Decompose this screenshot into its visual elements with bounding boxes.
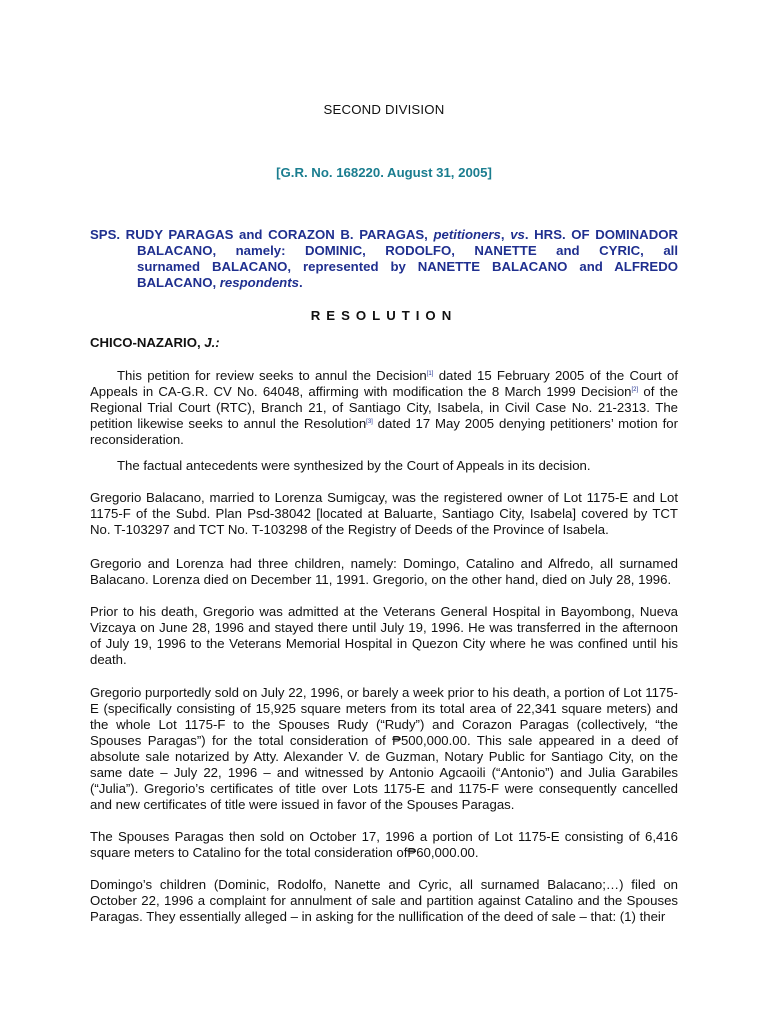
quote-paragraph-3 xyxy=(90,604,678,668)
footnote-link-3[interactable]: [3] xyxy=(366,419,373,425)
footnote-link-2[interactable]: [2] xyxy=(631,387,639,393)
title-versus-label: vs xyxy=(510,227,525,242)
paragraph-2 xyxy=(90,458,678,474)
title-text: BALACANO, xyxy=(137,275,220,290)
ponente xyxy=(90,335,220,351)
title-text: , xyxy=(500,227,511,242)
case-title-line-1 xyxy=(90,227,678,243)
case-title-line-2: BALACANO, namely: DOMINIC, RODOLFO, NANETTE and CYRIC, all xyxy=(137,243,678,258)
paragraph-text: of the Regional Trial Court (RTC), Branch 21, of Santiago City, Isabela, in Civil Case No. 21-2313. The petition likewise seeks to annul the Resolution xyxy=(90,384,678,431)
quote-paragraph-5 xyxy=(90,829,678,861)
paragraph-1 xyxy=(90,368,678,448)
quote-text: Gregorio purportedly sold on July 22, 1996, or barely a week prior to his death, a portion of Lot 1175-E (specifically consisting of 15,925 square meters from its total area of 22,341 square meters) and the whole Lot 1175-F to the Spouses Rudy (“Rudy”) and Corazon Paragas (collectively, “the Spouses Paragas”) for the total consideration of ₱500,000.00. This sale appeared in a deed of absolute sale notarized by Atty. Alexander V. de Guzman, Notary Public for Santiago City, on the same date – July 22, 1996 – and witnessed by Antonio Agcaoili (“Antonio”) and Julia Garabiles (“Julia”). Gregorio’s certificates of title over Lots 1175-E and 1175-F were consequently cancelled and new certificates of title were issued in favor of the Spouses Paragas. xyxy=(90,685,678,812)
case-title-line-3: surnamed BALACANO, represented by NANETTE BALACANO and ALFREDO xyxy=(137,259,678,274)
division-heading: SECOND DIVISION xyxy=(323,102,445,117)
title-text: . xyxy=(298,275,303,290)
quote-paragraph-4 xyxy=(90,685,678,813)
case-title xyxy=(90,227,678,291)
quote-text: Prior to his death, Gregorio was admitted at the Veterans General Hospital in Bayombong, Nueva Vizcaya on June 28, 1996 and stayed there until July 19, 1996. He was transferred in the afternoon of July 19, 1996 to the Veterans Memorial Hospital in Quezon City where he was confined until his death. xyxy=(90,604,678,667)
title-text: SPS. RUDY PARAGAS and CORAZON B. PARAGAS, xyxy=(90,227,434,242)
paragraph-text: This petition for review seeks to annul the Decision xyxy=(117,368,427,383)
resolution-heading: RESOLUTION xyxy=(310,308,458,323)
paragraph-text: dated 15 February 2005 of the Court of Appeals in CA-G.R. CV No. 64048, affirming with modification the 8 March 1999 Decision xyxy=(90,368,678,399)
quote-text: The Spouses Paragas then sold on October 17, 1996 a portion of Lot 1175-E consisting of 6,416 square meters to Catalino for the total consideration of₱60,000.00. xyxy=(90,829,678,860)
title-petitioners-label: petitioners xyxy=(433,227,501,242)
quote-text: Gregorio Balacano, married to Lorenza Sumigcay, was the registered owner of Lot 1175-E and Lot 1175-F of the Subd. Plan Psd-38042 [located at Baluarte, Santiago City, Isabela] covered by TCT No. T-103297 and TCT No. T-103298 of the Registry of Deeds of the Province of Isabela. xyxy=(90,490,678,537)
case-number: [G.R. No. 168220. August 31, 2005] xyxy=(276,165,492,180)
title-respondents-label: respondents xyxy=(219,275,299,290)
quote-paragraph-6 xyxy=(90,877,678,925)
paragraph-text: dated 17 May 2005 denying petitioners’ motion for reconsideration. xyxy=(90,416,678,447)
ponente-name: CHICO-NAZARIO, xyxy=(90,335,205,350)
quote-text: Gregorio and Lorenza had three children, namely: Domingo, Catalino and Alfredo, all surnamed Balacano. Lorenza died on December 11, 1991. Gregorio, on the other hand, died on July 28, 1996. xyxy=(90,556,678,587)
ponente-suffix: J.: xyxy=(204,335,220,350)
title-text: . HRS. OF DOMINADOR xyxy=(524,227,679,242)
footnote-link-1[interactable]: [1] xyxy=(426,371,434,377)
case-title-line-4 xyxy=(90,275,678,291)
quote-text: Domingo’s children (Dominic, Rodolfo, Nanette and Cyric, all surnamed Balacano;…) filed on October 22, 1996 a complaint for annulment of sale and partition against Catalino and the Spouses Paragas. They essentially alleged – in asking for the nullification of the deed of sale – that: (1) their xyxy=(90,877,678,924)
quote-paragraph-1 xyxy=(90,490,678,538)
paragraph-text: The factual antecedents were synthesized by the Court of Appeals in its decision. xyxy=(117,458,591,473)
quote-paragraph-2 xyxy=(90,556,678,588)
